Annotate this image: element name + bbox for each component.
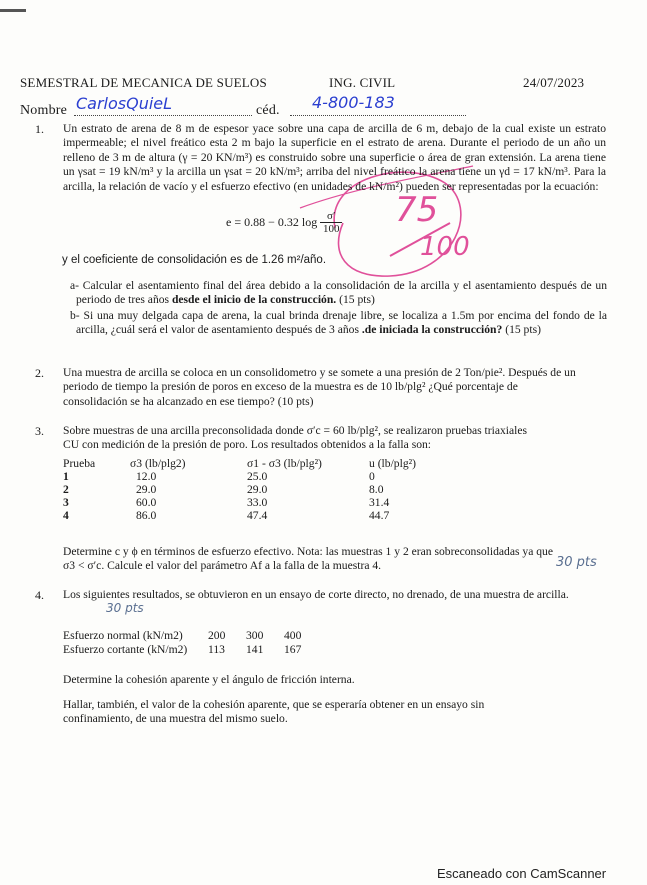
table-cell: Esfuerzo normal (kN/m2) [63, 628, 183, 642]
table-cell: 60.0 [136, 496, 157, 509]
question-3-text: Sobre muestras de una arcilla preconsolidada donde σ′c = 60 lb/plg², se realizaron pruebas triaxiales CU con medición de la presión de poro. Los resultados obtenidos a la falla son: [63, 424, 528, 452]
table-cell: 29.0 [247, 483, 268, 496]
question-1b-text: b- Si una muy delgada capa de arena, la cual brinda drenaje libre, se localiza a 1.5m por encima del fondo de la arcilla, ¿cuál será el valor de asentamiento después de 3 años [70, 309, 607, 337]
question-1-text: Un estrato de arena de 8 m de espesor yace sobre una capa de arcilla de 6 m, debajo de la cual existe un estrato impermeable; el nivel freático esta 2 m bajo la superficie en el estrato de arena. Durante el periodo de un año un relleno de 3 m de altura (γ = 20 KN/m³) es construido sobre una superficie o área de gran extensión. La arena tiene un γsat = 19 kN/m³ y la arcilla un γsat = 20 kN/m³; arriba del nivel freático la arena tiene un γd = 17 kN/m³. Para la arcilla, la relación de vacío y el esfuerzo efectivo (en unidades de kN/m²) pueden ser representadas por la ecuación: [63, 122, 606, 193]
table-cell: 300 [246, 628, 264, 642]
table-header: σ1 - σ3 (lb/plg²) [247, 457, 322, 470]
equation-denominator: 100 [322, 223, 340, 235]
table-cell: 400 [284, 628, 302, 642]
id-label: céd. [256, 103, 280, 118]
question-1a-emphasis: desde el inicio de la construcción. [171, 293, 337, 307]
table-cell: 4 [63, 509, 69, 522]
question-3-note: Determine c y ϕ en términos de esfuerzo efectivo. Nota: las muestras 1 y 2 eran sobreconsolidadas ya que σ3 < σ′c. Calcule el valor del parámetro Af a la falla de la muestra 4. [63, 545, 553, 573]
table-cell: 3 [63, 496, 69, 509]
table-cell: 0 [369, 470, 375, 483]
table-cell: Esfuerzo cortante (kN/m2) [63, 642, 188, 656]
table-cell: 47.4 [247, 509, 268, 522]
question-3-number: 3. [35, 424, 44, 438]
question-1a [62, 279, 607, 308]
exam-date: 24/07/2023 [523, 75, 585, 90]
table-row [63, 483, 416, 496]
exam-title: SEMESTRAL DE MECANICA DE SUELOS [20, 75, 267, 90]
question-1 [35, 122, 606, 194]
table-cell: 86.0 [136, 509, 157, 522]
question-4-points: 30 pts [106, 601, 144, 615]
consolidation-coefficient: y el coeficiente de consolidación es de 1.26 m²/año. [62, 254, 327, 266]
name-line [74, 115, 252, 116]
table-header: σ3 (lb/plg2) [130, 457, 186, 470]
table-row [63, 470, 416, 483]
equation-numerator: σ′ [327, 210, 336, 222]
table-header-row [63, 457, 416, 470]
table-cell: 200 [208, 628, 226, 642]
table-header: u (lb/plg²) [369, 457, 416, 470]
student-name: CarlosQuieL [76, 94, 173, 113]
question-2-number: 2. [35, 366, 44, 380]
question-4-task-2: Hallar, también, el valor de la cohesión aparente, que se esperaría obtener en un ensayo sin confinamiento, de una muestra del mismo suelo. [63, 698, 485, 726]
question-1a-points: (15 pts) [339, 293, 375, 307]
grade-total: 100 [420, 232, 470, 262]
table-row [63, 496, 416, 509]
name-label: Nombre [20, 103, 68, 118]
career-label: ING. CIVIL [329, 75, 396, 90]
question-2-text: Una muestra de arcilla se coloca en un consolidometro y se somete a una presión de 2 Ton/pie². Después de un periodo de tiempo la presión de poros en exceso de la muestra es de 10 lb/plg² ¿Qué porcentaje de consolidación se ha alcanzado en ese tiempo? (10 pts) [63, 366, 576, 408]
table-row [63, 642, 301, 656]
scan-mark [0, 9, 26, 12]
table-cell: 12.0 [136, 470, 157, 483]
question-1a-text: a- Calcular el asentamiento final del área debido a la consolidación de la arcilla y el asentamiento después de un periodo de tres años [70, 279, 607, 307]
table-row [63, 509, 416, 522]
table-cell: 44.7 [369, 509, 390, 522]
question-4-task-1: Determine la cohesión aparente y el ángulo de fricción interna. [63, 673, 355, 686]
question-2 [35, 366, 585, 409]
table-cell: 8.0 [369, 483, 384, 496]
table-cell: 25.0 [247, 470, 268, 483]
question-1-number: 1. [35, 122, 44, 136]
student-id: 4-800-183 [312, 93, 395, 112]
question-1b [62, 309, 607, 338]
consolidation-equation [226, 210, 342, 235]
table-row [63, 628, 301, 642]
triaxial-results-table [63, 457, 416, 522]
scanner-watermark: Escaneado con CamScanner [437, 866, 607, 881]
table-cell: 113 [208, 642, 225, 656]
table-cell: 1 [63, 470, 69, 483]
question-1b-emphasis: .de iniciada la construcción? [361, 323, 503, 337]
table-cell: 167 [284, 642, 302, 656]
table-cell: 2 [63, 483, 69, 496]
table-cell: 141 [246, 642, 264, 656]
table-cell: 33.0 [247, 496, 268, 509]
table-header: Prueba [63, 457, 96, 470]
question-4-number: 4. [35, 588, 44, 602]
table-cell: 29.0 [136, 483, 157, 496]
question-3-points: 30 pts [556, 555, 597, 570]
question-4-text: Los siguientes resultados, se obtuvieron en un ensayo de corte directo, no drenado, de una muestra de arcilla. [63, 588, 569, 601]
direct-shear-table [63, 628, 301, 656]
question-3 [35, 424, 540, 453]
equation-lhs: e = 0.88 − 0.32 log [226, 215, 318, 229]
grade-score: 75 [395, 190, 439, 230]
question-1b-points: (15 pts) [505, 323, 541, 337]
table-cell: 31.4 [369, 496, 390, 509]
id-line [290, 115, 466, 116]
